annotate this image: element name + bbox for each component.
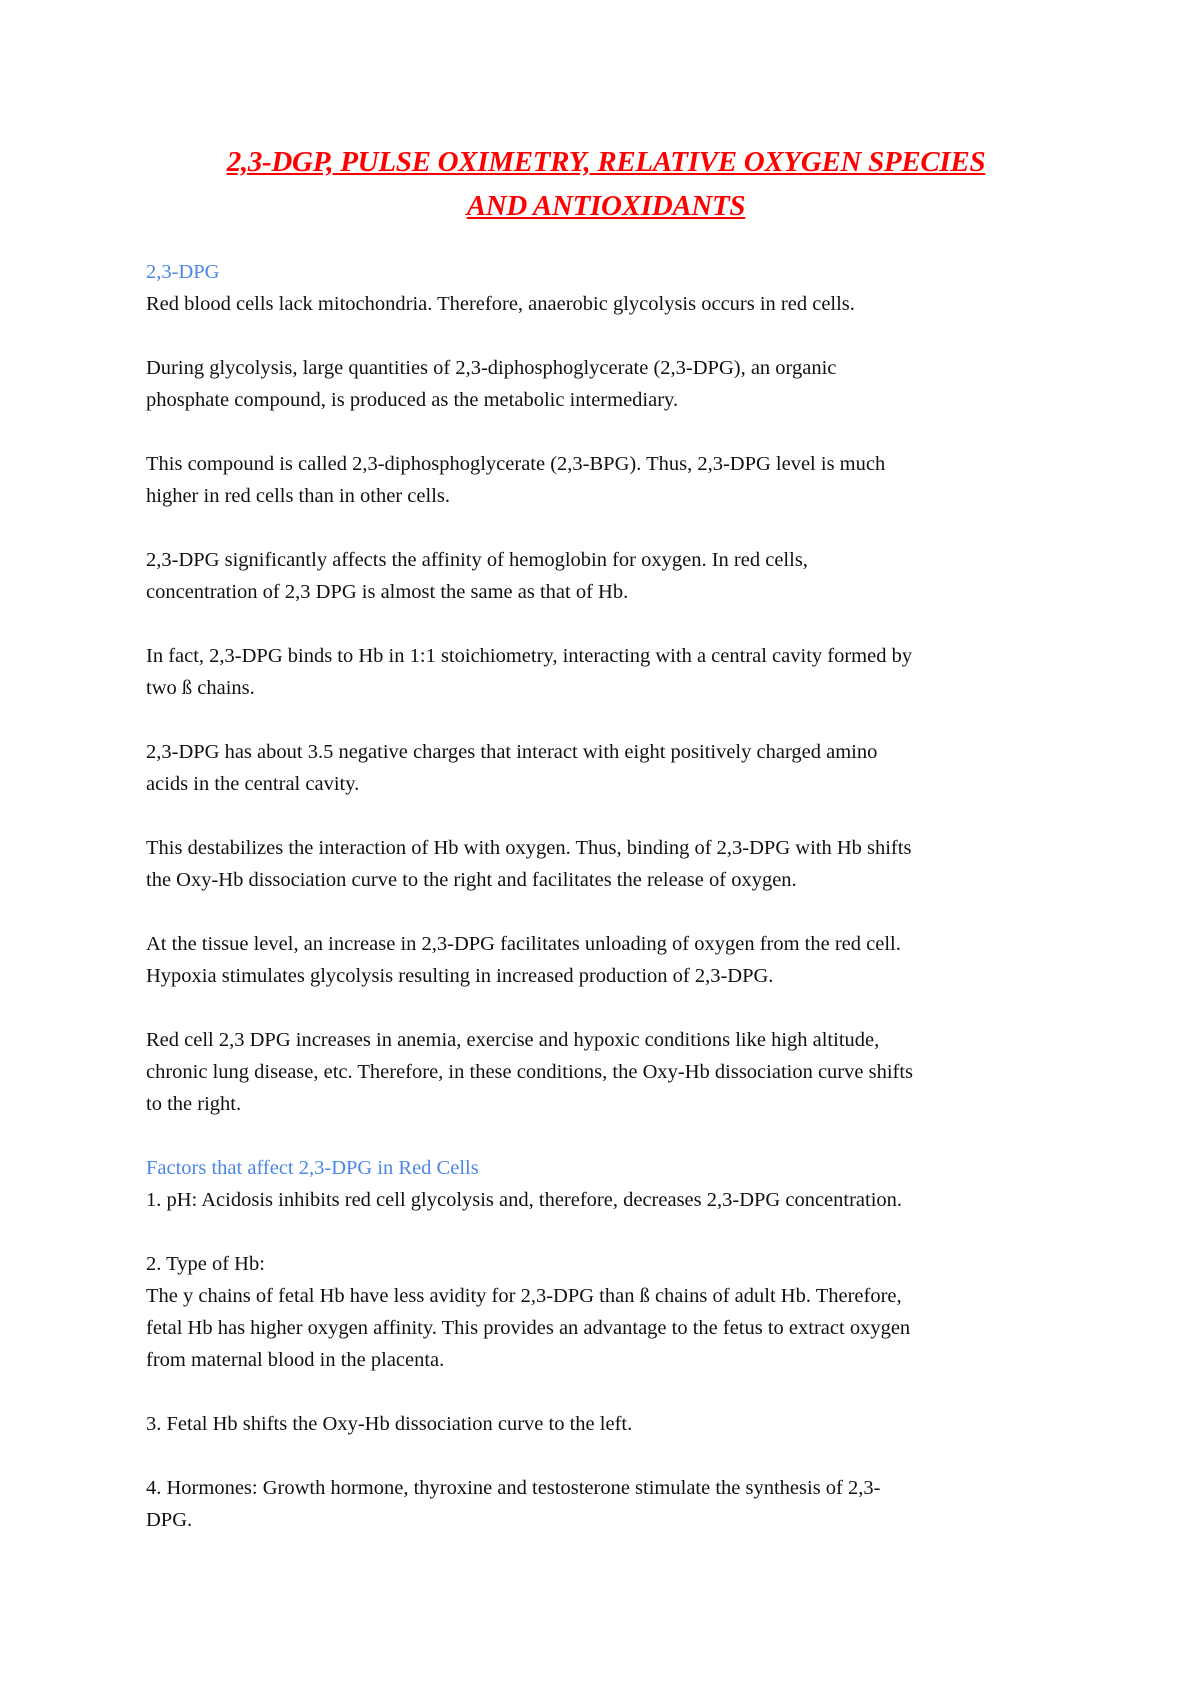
list-item-fetal-hb [146,1408,1066,1440]
text-line: Red cell 2,3 DPG increases in anemia, exercise and hypoxic conditions like high altitude, [146,1029,880,1051]
text-line: 2. Type of Hb: [146,1253,265,1275]
text-line: the Oxy-Hb dissociation curve to the right and facilitates the release of oxygen. [146,869,797,891]
text-line: to the right. [146,1093,242,1115]
text-line: This destabilizes the interaction of Hb with oxygen. Thus, binding of 2,3-DPG with Hb shifts [146,837,912,859]
text-line: Red blood cells lack mitochondria. Therefore, anaerobic glycolysis occurs in red cells. [146,293,855,315]
paragraph [146,352,1066,416]
list-item-ph [146,1184,1066,1216]
paragraph [146,832,1066,896]
paragraph [146,736,1066,800]
text-line: Hypoxia stimulates glycolysis resulting in increased production of 2,3-DPG. [146,965,774,987]
text-line: This compound is called 2,3-diphosphoglycerate (2,3-BPG). Thus, 2,3-DPG level is much [146,453,886,475]
paragraph [146,1024,1066,1120]
list-item-type-of-hb [146,1248,1066,1376]
text-line: chronic lung disease, etc. Therefore, in these conditions, the Oxy-Hb dissociation curve shifts [146,1061,914,1083]
paragraph [146,544,1066,608]
text-line: concentration of 2,3 DPG is almost the same as that of Hb. [146,581,629,603]
text-line: fetal Hb has higher oxygen affinity. This provides an advantage to the fetus to extract oxygen [146,1317,911,1339]
text-line: acids in the central cavity. [146,773,360,795]
section-heading-dpg: 2,3-DPG [146,261,220,283]
text-line: In fact, 2,3-DPG binds to Hb in 1:1 stoichiometry, interacting with a central cavity formed by [146,645,913,667]
text-line: At the tissue level, an increase in 2,3-DPG facilitates unloading of oxygen from the red cell. [146,933,901,955]
text-line: phosphate compound, is produced as the metabolic intermediary. [146,389,679,411]
text-line: two ß chains. [146,677,255,699]
text-line: During glycolysis, large quantities of 2,3-diphosphoglycerate (2,3-DPG), an organic [146,357,837,379]
list-item-hormones [146,1472,1066,1536]
paragraph [146,640,1066,704]
document-page [146,140,1066,1536]
text-line: 1. pH: Acidosis inhibits red cell glycolysis and, therefore, decreases 2,3-DPG concentration. [146,1189,903,1211]
text-line: higher in red cells than in other cells. [146,485,450,507]
title-line-2: AND ANTIOXIDANTS [466,190,746,222]
text-line: DPG. [146,1509,193,1531]
paragraph [146,288,1066,320]
section-heading-factors: Factors that affect 2,3-DPG in Red Cells [146,1157,479,1179]
paragraph [146,448,1066,512]
text-line: 2,3-DPG has about 3.5 negative charges that interact with eight positively charged amino [146,741,878,763]
paragraph [146,928,1066,992]
text-line: from maternal blood in the placenta. [146,1349,445,1371]
text-line: 3. Fetal Hb shifts the Oxy-Hb dissociation curve to the left. [146,1413,633,1435]
document-title [146,140,1066,228]
text-line: 4. Hormones: Growth hormone, thyroxine and testosterone stimulate the synthesis of 2,3- [146,1477,881,1499]
title-line-1: 2,3-DGP, PULSE OXIMETRY, RELATIVE OXYGEN SPECIES [226,146,986,178]
text-line: 2,3-DPG significantly affects the affinity of hemoglobin for oxygen. In red cells, [146,549,808,571]
text-line: The y chains of fetal Hb have less avidity for 2,3-DPG than ß chains of adult Hb. Therefore, [146,1285,902,1307]
